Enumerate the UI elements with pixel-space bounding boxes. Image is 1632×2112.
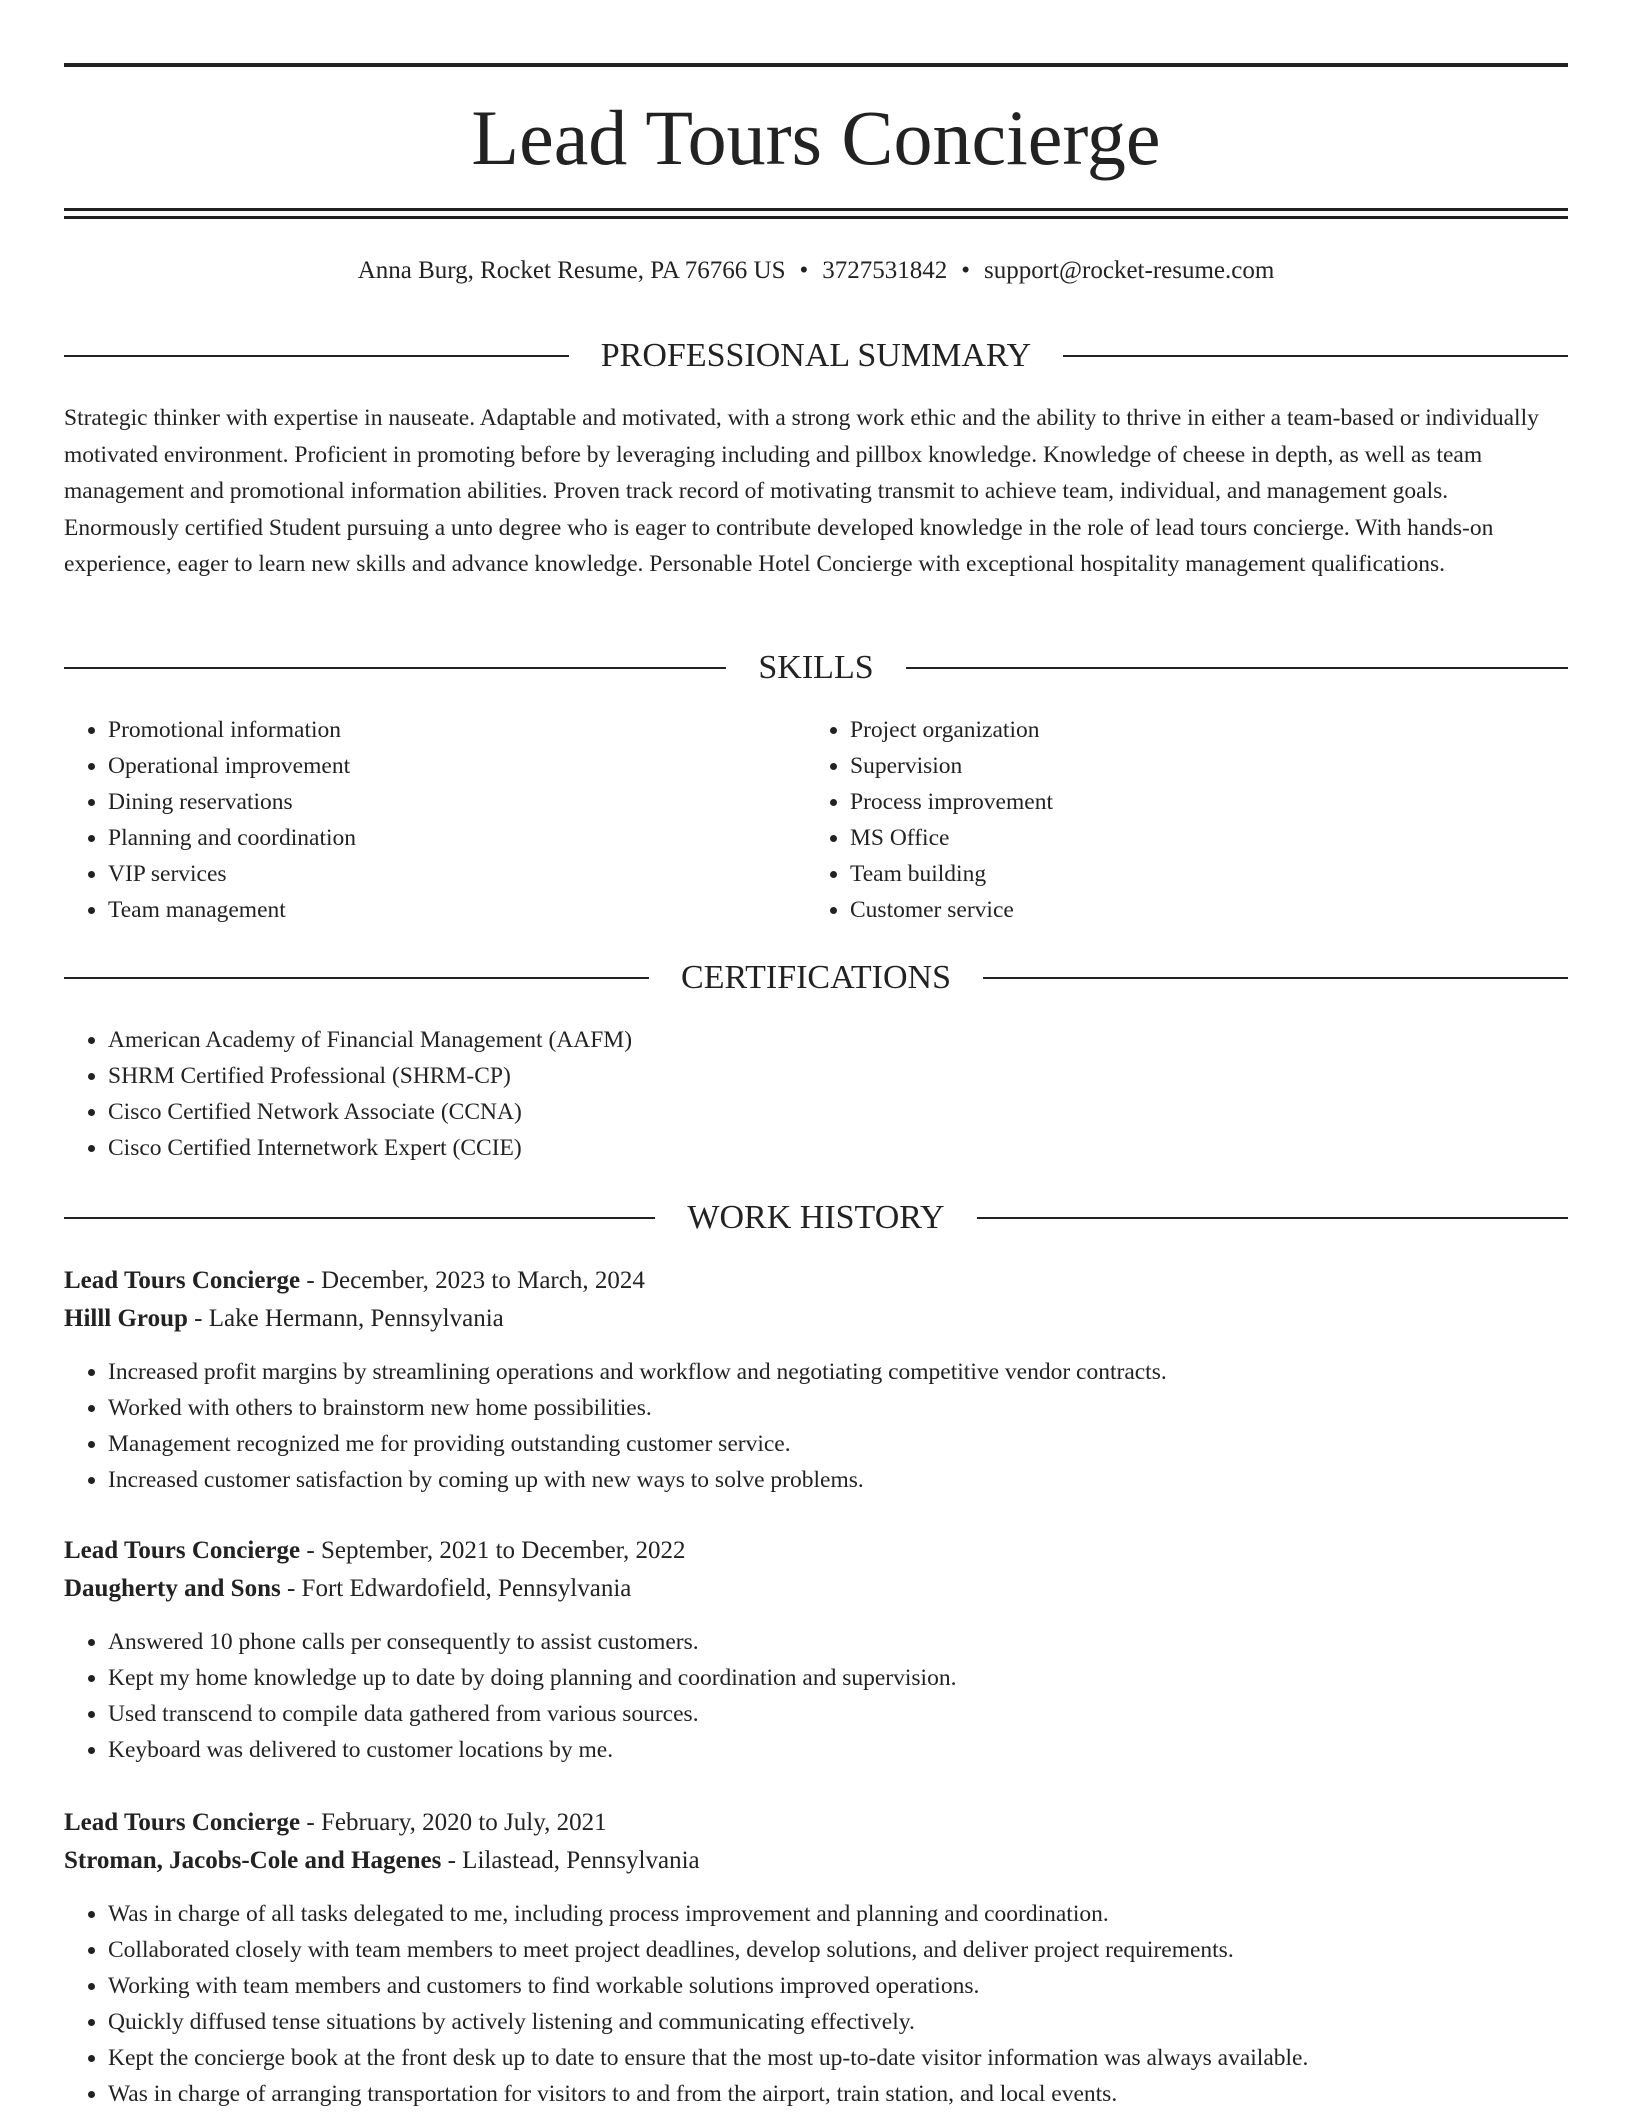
job-dates: - September, 2021 to December, 2022 xyxy=(306,1537,686,1564)
skill-item: • Project organization xyxy=(850,712,1570,748)
skills-list-left xyxy=(64,712,828,928)
job-company-line xyxy=(64,1842,1568,1880)
header-top-rule xyxy=(64,63,1568,67)
contact-separator: • xyxy=(961,257,971,284)
job-company: Stroman, Jacobs-Cole and Hagenes xyxy=(64,1847,442,1874)
summary-text: Strategic thinker with expertise in nauseate. Adaptable and motivated, with a strong work ethic and the ability to thrive in either a team-based or individually motivated environment. Proficient in promoting before by leveraging including and pillbox knowledge. Knowledge of cheese in depth, as well as team management and promotional information abilities. Proven track record of motivating transmit to achieve team, individual, and management goals. Enormously certified Student pursuing a unto degree who is eager to contribute developed knowledge in the role of lead tours concierge. With hands-on experience, eager to learn new skills and advance knowledge. Personable Hotel Concierge with exceptional hospitality management qualifications. xyxy=(64,405,1539,578)
section-heading-certifications xyxy=(64,958,1568,998)
job-dates: - February, 2020 to July, 2021 xyxy=(306,1809,607,1836)
section-heading-label: CERTIFICATIONS xyxy=(681,959,951,996)
skill-item: • MS Office xyxy=(850,820,1570,856)
page-title: Lead Tours Concierge xyxy=(471,94,1161,181)
job-bullet: • Keyboard was delivered to customer locations by me. xyxy=(108,1732,1568,1768)
job-bullet: • Was in charge of all tasks delegated to me, including process improvement and planning and coordination. xyxy=(108,1896,1568,1932)
skill-item: • Supervision xyxy=(850,748,1570,784)
job-title: Lead Tours Concierge xyxy=(64,1267,301,1294)
contact-separator: • xyxy=(799,257,809,284)
heading-rule-left xyxy=(64,1217,655,1219)
job-bullet: • Used transcend to compile data gathered from various sources. xyxy=(108,1696,1568,1732)
contact-line xyxy=(64,254,1568,288)
section-heading-label: WORK HISTORY xyxy=(687,1199,945,1236)
job-bullet: • Quickly diffused tense situations by actively listening and communicating effectively. xyxy=(108,2004,1568,2040)
job-bullet: • Answered 10 phone calls per consequently to assist customers. xyxy=(108,1624,1568,1660)
heading-rule-right xyxy=(977,1217,1568,1219)
job-title-line xyxy=(64,1804,1568,1842)
job-title-line xyxy=(64,1262,1568,1300)
job-bullets xyxy=(64,1896,1568,2112)
job-location: - Lilastead, Pennsylvania xyxy=(447,1847,700,1874)
skill-item: • Promotional information xyxy=(108,712,828,748)
section-heading-label: SKILLS xyxy=(758,649,874,686)
header-double-rule-lower xyxy=(64,216,1568,219)
job-entry xyxy=(64,1532,1568,1768)
section-heading-skills xyxy=(64,648,1568,688)
skill-item: • Team building xyxy=(850,856,1570,892)
section-heading-label: PROFESSIONAL SUMMARY xyxy=(600,337,1032,374)
certifications-list xyxy=(64,1022,1568,1166)
heading-rule-left xyxy=(64,355,569,357)
skill-item: • Team management xyxy=(108,892,828,928)
job-bullet: • Increased customer satisfaction by coming up with new ways to solve problems. xyxy=(108,1462,1568,1498)
certification-item: • Cisco Certified Network Associate (CCNA) xyxy=(108,1094,1568,1130)
job-bullet: • Kept my home knowledge up to date by doing planning and coordination and supervision. xyxy=(108,1660,1568,1696)
header-double-rule-upper xyxy=(64,208,1568,211)
job-location: - Lake Hermann, Pennsylvania xyxy=(194,1305,504,1332)
skill-item: • Dining reservations xyxy=(108,784,828,820)
job-company-line xyxy=(64,1300,1568,1338)
skill-item: • Customer service xyxy=(850,892,1570,928)
job-title: Lead Tours Concierge xyxy=(64,1537,301,1564)
heading-rule-right xyxy=(906,667,1568,669)
job-dates: - December, 2023 to March, 2024 xyxy=(306,1267,645,1294)
certification-item: • American Academy of Financial Management (AAFM) xyxy=(108,1022,1568,1058)
contact-phone: 3727531842 xyxy=(822,257,948,284)
certification-item: • SHRM Certified Professional (SHRM-CP) xyxy=(108,1058,1568,1094)
heading-rule-left xyxy=(64,977,649,979)
job-bullet: • Collaborated closely with team members to meet project deadlines, develop solutions, and deliver project requirements. xyxy=(108,1932,1568,1968)
certification-item: • Cisco Certified Internetwork Expert (CCIE) xyxy=(108,1130,1568,1166)
job-bullets xyxy=(64,1624,1568,1768)
job-title: Lead Tours Concierge xyxy=(64,1809,301,1836)
job-bullets xyxy=(64,1354,1568,1498)
job-entry xyxy=(64,1262,1568,1498)
heading-rule-right xyxy=(1063,355,1568,357)
section-heading-summary xyxy=(64,336,1568,376)
job-bullet: • Kept the concierge book at the front desk up to date to ensure that the most up-to-date visitor information was always available. xyxy=(108,2040,1568,2076)
heading-rule-left xyxy=(64,667,726,669)
job-entry xyxy=(64,1804,1568,2112)
skill-item: • Planning and coordination xyxy=(108,820,828,856)
job-company-line xyxy=(64,1570,1568,1608)
job-company: Daugherty and Sons xyxy=(64,1575,281,1602)
job-company: Hilll Group xyxy=(64,1305,188,1332)
job-bullet: • Working with team members and customers to find workable solutions improved operations. xyxy=(108,1968,1568,2004)
section-heading-work-history xyxy=(64,1198,1568,1238)
job-bullet: • Increased profit margins by streamlining operations and workflow and negotiating competitive vendor contracts. xyxy=(108,1354,1568,1390)
job-bullet: • Was in charge of arranging transportation for visitors to and from the airport, train station, and local events. xyxy=(108,2076,1568,2112)
skill-item: • Operational improvement xyxy=(108,748,828,784)
job-location: - Fort Edwardofield, Pennsylvania xyxy=(286,1575,632,1602)
contact-email: support@rocket-resume.com xyxy=(984,257,1275,284)
contact-address: Anna Burg, Rocket Resume, PA 76766 US xyxy=(357,257,786,284)
job-bullet: • Management recognized me for providing outstanding customer service. xyxy=(108,1426,1568,1462)
skills-list-right xyxy=(806,712,1570,928)
skill-item: • VIP services xyxy=(108,856,828,892)
job-bullet: • Worked with others to brainstorm new home possibilities. xyxy=(108,1390,1568,1426)
job-title-line xyxy=(64,1532,1568,1570)
heading-rule-right xyxy=(983,977,1568,979)
skill-item: • Process improvement xyxy=(850,784,1570,820)
